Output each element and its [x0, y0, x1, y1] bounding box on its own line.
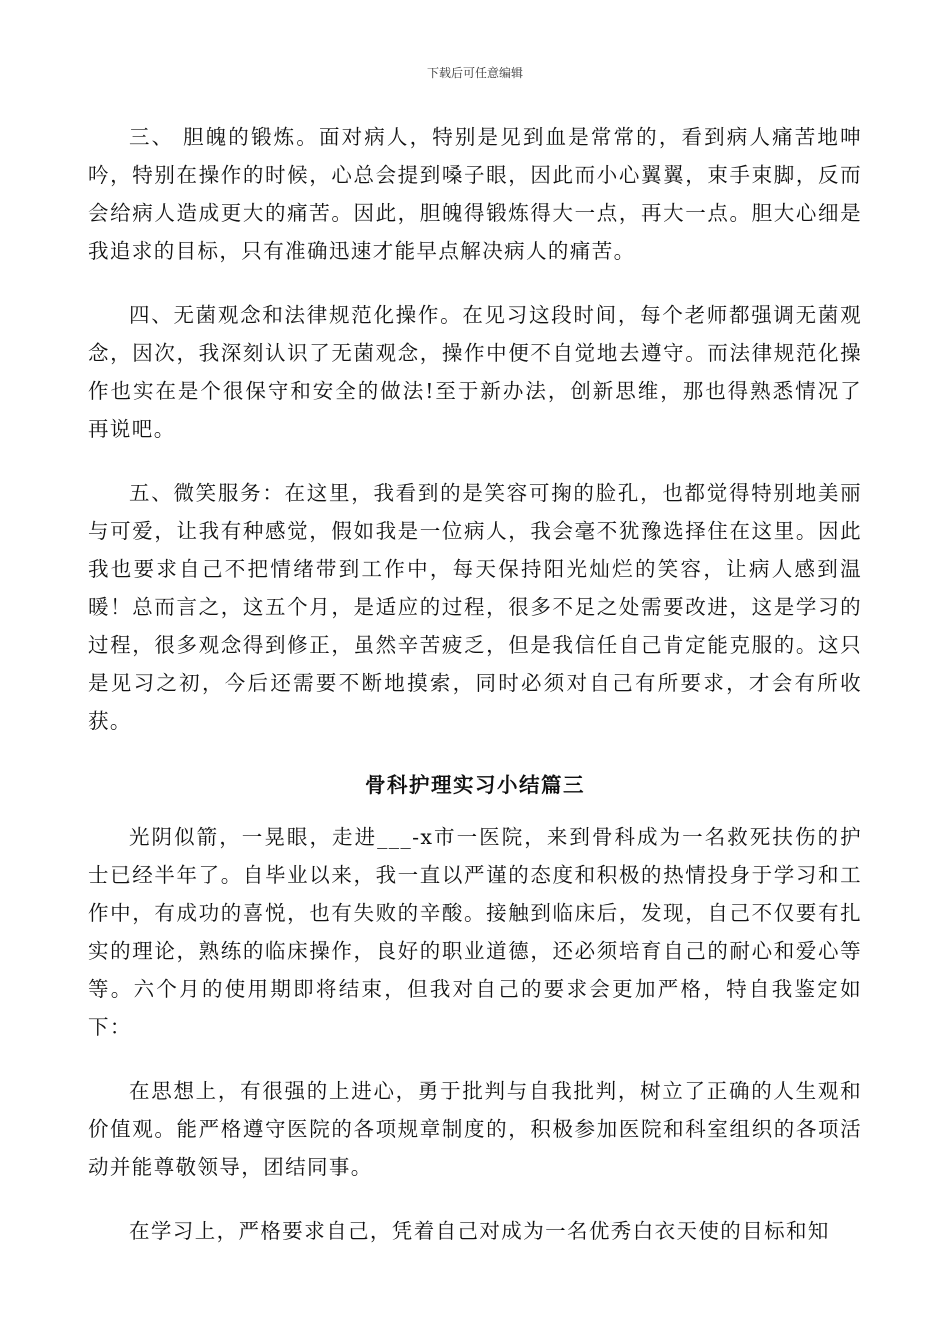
paragraph-courage: 三、 胆魄的锻炼。面对病人，特别是见到血是常常的，看到病人痛苦地呻吟，特别在操作的时候，心总会提到嗓子眼，因此而小心翼翼，束手束脚，反而会给病人造成更大的痛苦。因此，胆魄得锻炼得大一点，再大一点。胆大心细是我追求的目标，只有准确迅速才能早点解决病人的痛苦。	[88, 125, 862, 263]
section-title: 骨科护理实习小结篇三	[365, 773, 585, 797]
document-body	[88, 118, 862, 1276]
paragraph-study: 在学习上，严格要求自己，凭着自己对成为一名优秀白衣天使的目标和知	[129, 1219, 830, 1243]
page-header: 下载后可任意编辑	[426, 66, 523, 80]
paragraph-ideology: 在思想上，有很强的上进心，勇于批判与自我批判，树立了正确的人生观和价值观。能严格遵守医院的各项规章制度的，积极参加医院和科室组织的各项活动并能尊敬领导，团结同事。	[88, 1079, 862, 1179]
paragraph-sterile-concept: 四、无菌观念和法律规范化操作。在见习这段时间，每个老师都强调无菌观念，因次，我深刻认识了无菌观念，操作中便不自觉地去遵守。而法律规范化操作也实在是个很保守和安全的做法!至于新办法，创新思维，那也得熟悉情况了再说吧。	[88, 303, 862, 441]
paragraph-smile-service: 五、微笑服务：在这里，我看到的是笑容可掬的脸孔，也都觉得特别地美丽与可爱，让我有种感觉，假如我是一位病人，我会毫不犹豫选择住在这里。因此我也要求自己不把情绪带到工作中，每天保持阳光灿烂的笑容，让病人感到温暖！总而言之，这五个月，是适应的过程，很多不足之处需要改进，这是学习的过程，很多观念得到修正，虽然辛苦疲乏，但是我信任自己肯定能克服的。这只是见习之初，今后还需要不断地摸索，同时必须对自己有所要求，才会有所收获。	[88, 481, 862, 733]
paragraph-intro: 光阴似箭，一晃眼，走进___-x市一医院，来到骨科成为一名救死扶伤的护士已经半年了。自毕业以来，我一直以严谨的态度和积极的热情投身于学习和工作中，有成功的喜悦，也有失败的辛酸。接触到临床后，发现，自己不仅要有扎实的理论，熟练的临床操作，良好的职业道德，还必须培育自己的耐心和爱心等等。六个月的使用期即将结束，但我对自己的要求会更加严格，特自我鉴定如下：	[88, 825, 862, 1039]
